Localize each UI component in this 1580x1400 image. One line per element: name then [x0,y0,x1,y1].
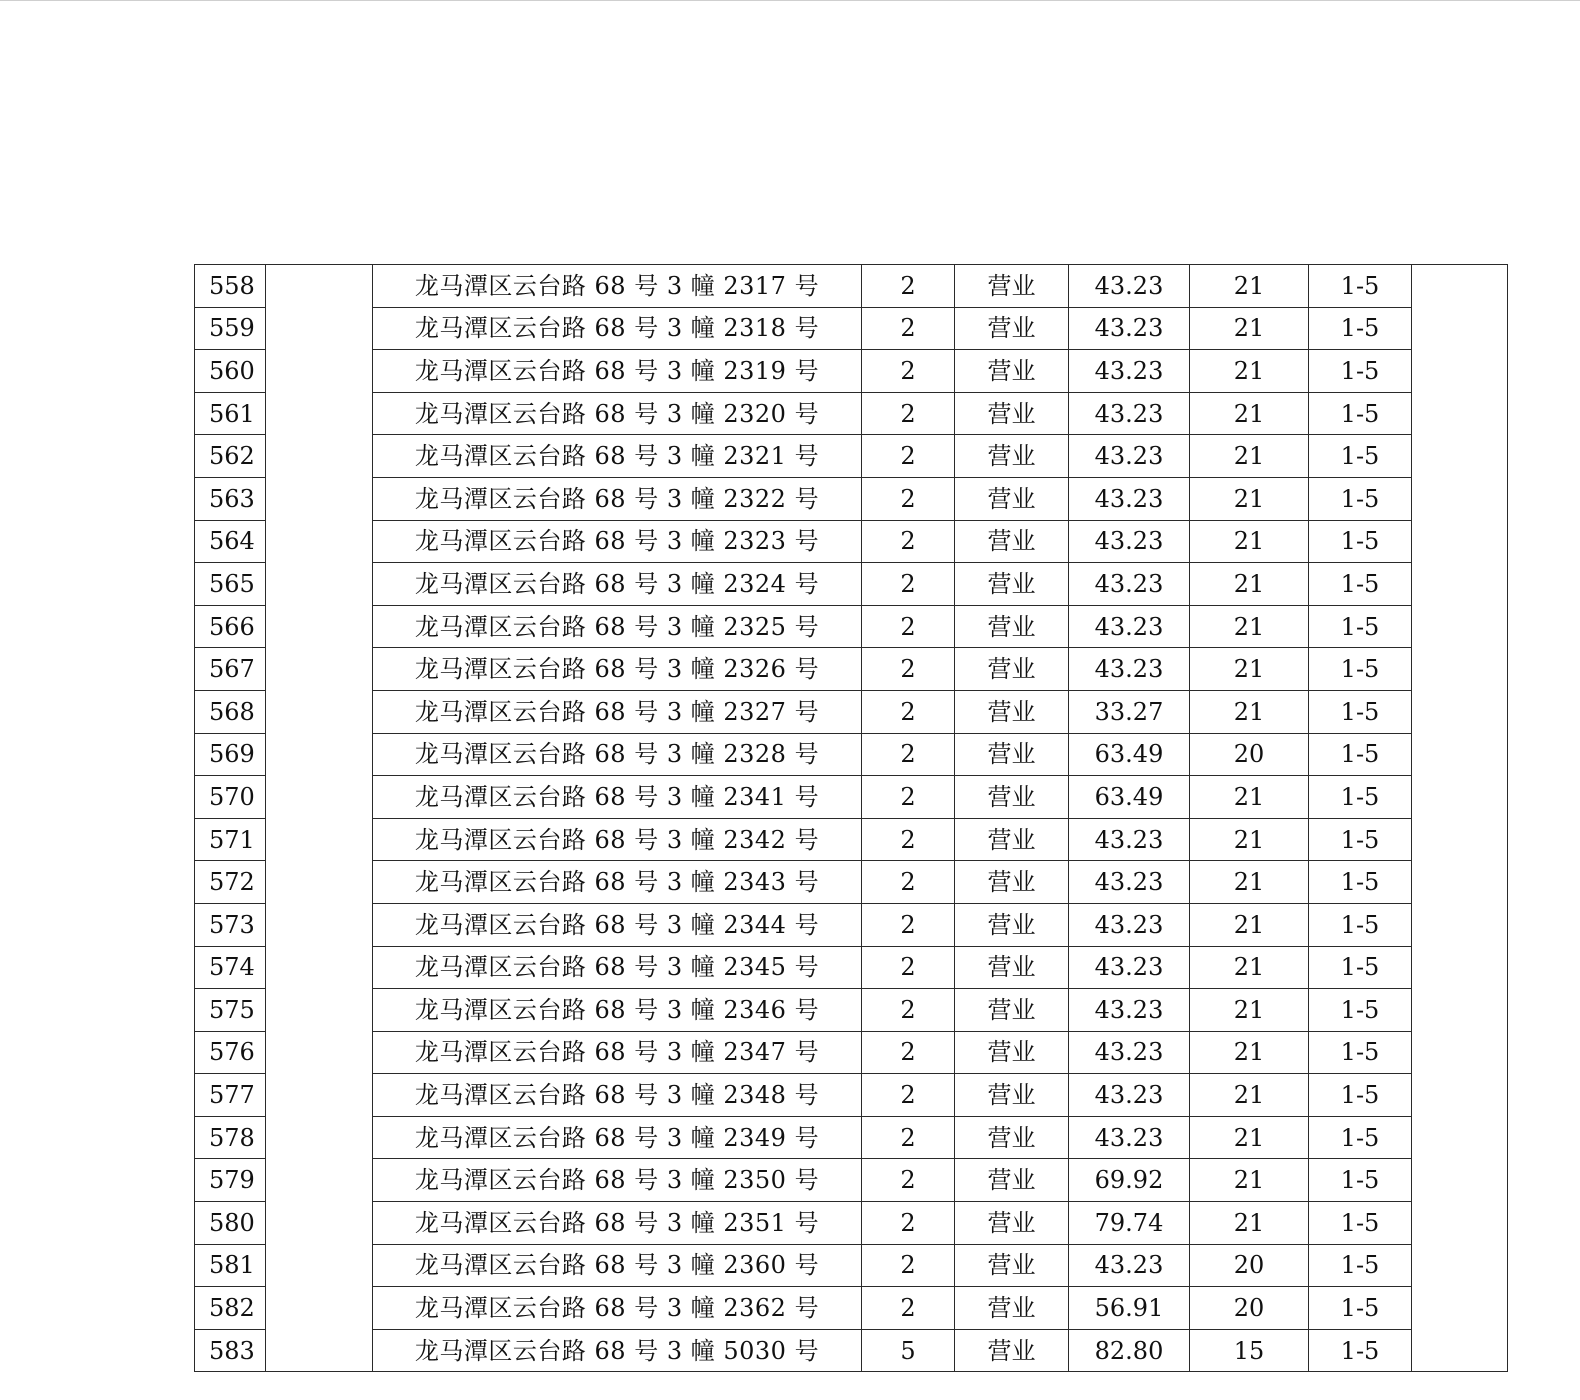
address-cell: 龙马潭区云台路 68 号 3 幢 2328 号 [373,733,862,776]
floor-cell: 2 [862,1202,955,1245]
usage-cell: 营业 [955,1116,1069,1159]
merged-blank-cell [266,1329,373,1372]
merged-blank-cell [266,733,373,776]
merged-blank-cell [1412,776,1508,819]
address-cell: 龙马潭区云台路 68 号 3 幢 2341 号 [373,776,862,819]
address-cell: 龙马潭区云台路 68 号 3 幢 2320 号 [373,392,862,435]
merged-blank-cell [1412,648,1508,691]
year-cell: 21 [1190,435,1309,478]
row-number-cell: 562 [195,435,266,478]
usage-cell: 营业 [955,818,1069,861]
usage-cell: 营业 [955,1074,1069,1117]
table-row [195,605,1508,648]
floor-cell: 2 [862,690,955,733]
table-row [195,1202,1508,1245]
row-number-cell: 564 [195,520,266,563]
year-cell: 21 [1190,946,1309,989]
floor-cell: 2 [862,818,955,861]
floor-cell: 2 [862,1244,955,1287]
usage-cell: 营业 [955,307,1069,350]
floor-cell: 2 [862,1116,955,1159]
floor-cell: 2 [862,307,955,350]
term-cell: 1-5 [1309,1031,1412,1074]
year-cell: 20 [1190,733,1309,776]
row-number-cell: 583 [195,1329,266,1372]
year-cell: 21 [1190,563,1309,606]
merged-blank-cell [266,903,373,946]
area-cell: 63.49 [1069,776,1190,819]
address-cell: 龙马潭区云台路 68 号 3 幢 2327 号 [373,690,862,733]
floor-cell: 2 [862,1287,955,1330]
table-body [195,265,1508,1372]
floor-cell: 2 [862,989,955,1032]
usage-cell: 营业 [955,903,1069,946]
area-cell: 43.23 [1069,903,1190,946]
usage-cell: 营业 [955,776,1069,819]
address-cell: 龙马潭区云台路 68 号 3 幢 2347 号 [373,1031,862,1074]
merged-blank-cell [1412,1031,1508,1074]
row-number-cell: 582 [195,1287,266,1330]
merged-blank-cell [1412,1329,1508,1372]
term-cell: 1-5 [1309,776,1412,819]
floor-cell: 2 [862,350,955,393]
area-cell: 82.80 [1069,1329,1190,1372]
year-cell: 21 [1190,989,1309,1032]
usage-cell: 营业 [955,520,1069,563]
address-cell: 龙马潭区云台路 68 号 3 幢 2323 号 [373,520,862,563]
table-row [195,1031,1508,1074]
term-cell: 1-5 [1309,520,1412,563]
floor-cell: 2 [862,563,955,606]
address-cell: 龙马潭区云台路 68 号 3 幢 5030 号 [373,1329,862,1372]
merged-blank-cell [1412,1074,1508,1117]
area-cell: 43.23 [1069,648,1190,691]
term-cell: 1-5 [1309,1074,1412,1117]
table-row [195,1074,1508,1117]
row-number-cell: 558 [195,265,266,308]
table-row [195,563,1508,606]
row-number-cell: 565 [195,563,266,606]
term-cell: 1-5 [1309,265,1412,308]
row-number-cell: 576 [195,1031,266,1074]
table-row [195,818,1508,861]
merged-blank-cell [266,1244,373,1287]
merged-blank-cell [266,1287,373,1330]
usage-cell: 营业 [955,1244,1069,1287]
floor-cell: 2 [862,1159,955,1202]
term-cell: 1-5 [1309,1202,1412,1245]
merged-blank-cell [266,946,373,989]
area-cell: 43.23 [1069,1244,1190,1287]
usage-cell: 营业 [955,350,1069,393]
row-number-cell: 574 [195,946,266,989]
area-cell: 43.23 [1069,946,1190,989]
table-row [195,1287,1508,1330]
table-row [195,903,1508,946]
year-cell: 21 [1190,520,1309,563]
floor-cell: 2 [862,1031,955,1074]
merged-blank-cell [1412,1244,1508,1287]
address-cell: 龙马潭区云台路 68 号 3 幢 2348 号 [373,1074,862,1117]
merged-blank-cell [266,563,373,606]
year-cell: 21 [1190,307,1309,350]
term-cell: 1-5 [1309,733,1412,776]
usage-cell: 营业 [955,563,1069,606]
area-cell: 43.23 [1069,307,1190,350]
usage-cell: 营业 [955,946,1069,989]
year-cell: 21 [1190,690,1309,733]
year-cell: 21 [1190,648,1309,691]
row-number-cell: 566 [195,605,266,648]
table-row [195,1329,1508,1372]
term-cell: 1-5 [1309,435,1412,478]
area-cell: 43.23 [1069,989,1190,1032]
merged-blank-cell [266,477,373,520]
address-cell: 龙马潭区云台路 68 号 3 幢 2349 号 [373,1116,862,1159]
row-number-cell: 563 [195,477,266,520]
address-cell: 龙马潭区云台路 68 号 3 幢 2326 号 [373,648,862,691]
year-cell: 21 [1190,818,1309,861]
term-cell: 1-5 [1309,307,1412,350]
merged-blank-cell [266,520,373,563]
table-row [195,946,1508,989]
year-cell: 20 [1190,1244,1309,1287]
merged-blank-cell [266,1159,373,1202]
table-row [195,776,1508,819]
merged-blank-cell [1412,733,1508,776]
merged-blank-cell [266,648,373,691]
table-row [195,350,1508,393]
address-cell: 龙马潭区云台路 68 号 3 幢 2322 号 [373,477,862,520]
merged-blank-cell [266,1074,373,1117]
year-cell: 21 [1190,776,1309,819]
merged-blank-cell [266,776,373,819]
floor-cell: 2 [862,392,955,435]
area-cell: 43.23 [1069,818,1190,861]
floor-cell: 2 [862,265,955,308]
table-row [195,477,1508,520]
usage-cell: 营业 [955,1287,1069,1330]
row-number-cell: 575 [195,989,266,1032]
floor-cell: 2 [862,861,955,904]
row-number-cell: 573 [195,903,266,946]
table-row [195,1244,1508,1287]
area-cell: 33.27 [1069,690,1190,733]
table-row [195,989,1508,1032]
address-cell: 龙马潭区云台路 68 号 3 幢 2362 号 [373,1287,862,1330]
area-cell: 43.23 [1069,605,1190,648]
merged-blank-cell [1412,477,1508,520]
address-cell: 龙马潭区云台路 68 号 3 幢 2344 号 [373,903,862,946]
area-cell: 79.74 [1069,1202,1190,1245]
row-number-cell: 577 [195,1074,266,1117]
area-cell: 43.23 [1069,1116,1190,1159]
usage-cell: 营业 [955,690,1069,733]
table-row [195,690,1508,733]
merged-blank-cell [1412,690,1508,733]
area-cell: 43.23 [1069,392,1190,435]
address-cell: 龙马潭区云台路 68 号 3 幢 2360 号 [373,1244,862,1287]
merged-blank-cell [1412,818,1508,861]
area-cell: 43.23 [1069,1074,1190,1117]
merged-blank-cell [1412,392,1508,435]
usage-cell: 营业 [955,392,1069,435]
year-cell: 21 [1190,903,1309,946]
address-cell: 龙马潭区云台路 68 号 3 幢 2346 号 [373,989,862,1032]
address-cell: 龙马潭区云台路 68 号 3 幢 2350 号 [373,1159,862,1202]
merged-blank-cell [266,605,373,648]
floor-cell: 2 [862,520,955,563]
address-cell: 龙马潭区云台路 68 号 3 幢 2324 号 [373,563,862,606]
area-cell: 43.23 [1069,435,1190,478]
area-cell: 69.92 [1069,1159,1190,1202]
address-cell: 龙马潭区云台路 68 号 3 幢 2317 号 [373,265,862,308]
term-cell: 1-5 [1309,989,1412,1032]
year-cell: 21 [1190,350,1309,393]
merged-blank-cell [266,861,373,904]
merged-blank-cell [1412,1116,1508,1159]
merged-blank-cell [1412,435,1508,478]
area-cell: 43.23 [1069,563,1190,606]
address-cell: 龙马潭区云台路 68 号 3 幢 2345 号 [373,946,862,989]
usage-cell: 营业 [955,1329,1069,1372]
term-cell: 1-5 [1309,648,1412,691]
merged-blank-cell [266,818,373,861]
year-cell: 15 [1190,1329,1309,1372]
year-cell: 21 [1190,265,1309,308]
address-cell: 龙马潭区云台路 68 号 3 幢 2318 号 [373,307,862,350]
table-row [195,435,1508,478]
merged-blank-cell [1412,307,1508,350]
area-cell: 43.23 [1069,265,1190,308]
table-row [195,265,1508,308]
floor-cell: 2 [862,477,955,520]
merged-blank-cell [266,350,373,393]
usage-cell: 营业 [955,605,1069,648]
term-cell: 1-5 [1309,861,1412,904]
floor-cell: 2 [862,733,955,776]
merged-blank-cell [1412,861,1508,904]
table-row [195,648,1508,691]
term-cell: 1-5 [1309,1159,1412,1202]
term-cell: 1-5 [1309,1116,1412,1159]
row-number-cell: 569 [195,733,266,776]
usage-cell: 营业 [955,477,1069,520]
floor-cell: 2 [862,605,955,648]
table-row [195,307,1508,350]
term-cell: 1-5 [1309,690,1412,733]
table-row [195,861,1508,904]
address-cell: 龙马潭区云台路 68 号 3 幢 2342 号 [373,818,862,861]
merged-blank-cell [266,435,373,478]
table-row [195,1159,1508,1202]
floor-cell: 2 [862,776,955,819]
table-row [195,392,1508,435]
address-cell: 龙马潭区云台路 68 号 3 幢 2351 号 [373,1202,862,1245]
term-cell: 1-5 [1309,1287,1412,1330]
year-cell: 21 [1190,1159,1309,1202]
floor-cell: 2 [862,1074,955,1117]
row-number-cell: 581 [195,1244,266,1287]
row-number-cell: 559 [195,307,266,350]
usage-cell: 营业 [955,435,1069,478]
term-cell: 1-5 [1309,477,1412,520]
usage-cell: 营业 [955,1202,1069,1245]
year-cell: 21 [1190,861,1309,904]
page-top-divider [0,0,1580,1]
year-cell: 21 [1190,1074,1309,1117]
year-cell: 21 [1190,477,1309,520]
year-cell: 21 [1190,1116,1309,1159]
area-cell: 43.23 [1069,520,1190,563]
address-cell: 龙马潭区云台路 68 号 3 幢 2321 号 [373,435,862,478]
merged-blank-cell [266,307,373,350]
year-cell: 21 [1190,392,1309,435]
table-row [195,1116,1508,1159]
property-listing-table [194,264,1508,1372]
year-cell: 21 [1190,1202,1309,1245]
address-cell: 龙马潭区云台路 68 号 3 幢 2325 号 [373,605,862,648]
year-cell: 21 [1190,1031,1309,1074]
merged-blank-cell [1412,903,1508,946]
term-cell: 1-5 [1309,392,1412,435]
merged-blank-cell [1412,1202,1508,1245]
row-number-cell: 572 [195,861,266,904]
area-cell: 43.23 [1069,1031,1190,1074]
area-cell: 43.23 [1069,477,1190,520]
merged-blank-cell [1412,1159,1508,1202]
usage-cell: 营业 [955,265,1069,308]
merged-blank-cell [266,265,373,308]
merged-blank-cell [266,690,373,733]
merged-blank-cell [266,1202,373,1245]
term-cell: 1-5 [1309,818,1412,861]
usage-cell: 营业 [955,1159,1069,1202]
merged-blank-cell [1412,265,1508,308]
usage-cell: 营业 [955,733,1069,776]
row-number-cell: 560 [195,350,266,393]
year-cell: 21 [1190,605,1309,648]
merged-blank-cell [1412,946,1508,989]
row-number-cell: 571 [195,818,266,861]
floor-cell: 2 [862,946,955,989]
table-row [195,733,1508,776]
row-number-cell: 578 [195,1116,266,1159]
table-row [195,520,1508,563]
merged-blank-cell [1412,520,1508,563]
usage-cell: 营业 [955,989,1069,1032]
area-cell: 43.23 [1069,861,1190,904]
area-cell: 43.23 [1069,350,1190,393]
term-cell: 1-5 [1309,1244,1412,1287]
merged-blank-cell [266,392,373,435]
term-cell: 1-5 [1309,563,1412,606]
term-cell: 1-5 [1309,350,1412,393]
address-cell: 龙马潭区云台路 68 号 3 幢 2319 号 [373,350,862,393]
floor-cell: 2 [862,648,955,691]
area-cell: 56.91 [1069,1287,1190,1330]
row-number-cell: 580 [195,1202,266,1245]
floor-cell: 2 [862,435,955,478]
floor-cell: 2 [862,903,955,946]
term-cell: 1-5 [1309,903,1412,946]
row-number-cell: 567 [195,648,266,691]
row-number-cell: 570 [195,776,266,819]
merged-blank-cell [1412,563,1508,606]
usage-cell: 营业 [955,1031,1069,1074]
area-cell: 63.49 [1069,733,1190,776]
merged-blank-cell [1412,989,1508,1032]
usage-cell: 营业 [955,861,1069,904]
merged-blank-cell [1412,605,1508,648]
row-number-cell: 561 [195,392,266,435]
year-cell: 20 [1190,1287,1309,1330]
merged-blank-cell [266,1031,373,1074]
row-number-cell: 568 [195,690,266,733]
usage-cell: 营业 [955,648,1069,691]
term-cell: 1-5 [1309,946,1412,989]
row-number-cell: 579 [195,1159,266,1202]
merged-blank-cell [266,989,373,1032]
merged-blank-cell [266,1116,373,1159]
merged-blank-cell [1412,350,1508,393]
term-cell: 1-5 [1309,605,1412,648]
merged-blank-cell [1412,1287,1508,1330]
term-cell: 1-5 [1309,1329,1412,1372]
floor-cell: 5 [862,1329,955,1372]
address-cell: 龙马潭区云台路 68 号 3 幢 2343 号 [373,861,862,904]
